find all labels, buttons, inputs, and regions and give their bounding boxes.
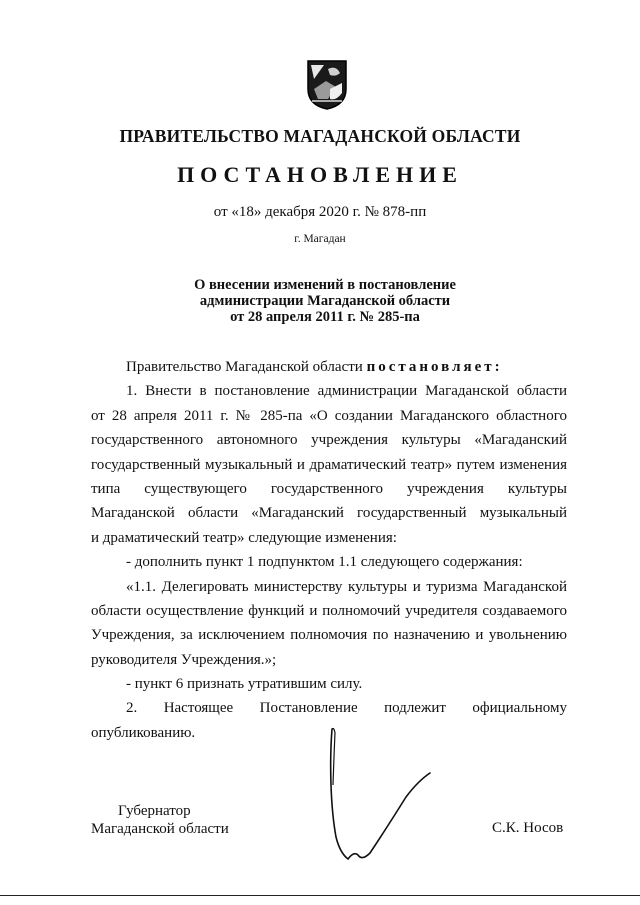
bottom-border	[0, 895, 640, 896]
document-type: ПОСТАНОВЛЕНИЕ	[177, 162, 463, 187]
paragraph-line: типа существующего государственного учреждения культуры	[91, 480, 567, 497]
document-subject	[150, 277, 500, 325]
paragraph-line: 1. Внести в постановление администрации Магаданской области	[126, 383, 567, 400]
document-date-number: от «18» декабря 2020 г. № 878-пп	[213, 204, 427, 220]
coat-of-arms-icon	[306, 59, 348, 111]
paragraph-line: 2. Настоящее Постановление подлежит официальному	[126, 700, 567, 717]
signatory-title-line: Губернатор	[118, 803, 191, 819]
signatory-title-line: Магаданской области	[91, 821, 229, 837]
quote-line: Учреждения, за исключением полномочия по назначению и увольнению	[91, 627, 567, 644]
document-body	[91, 355, 567, 745]
signatory-title	[91, 802, 229, 838]
subject-line: О внесении изменений в постановление	[194, 277, 456, 293]
preamble-verb: постановляет:	[366, 359, 503, 375]
signatory-name: С.К. Носов	[492, 820, 564, 836]
paragraph-line: и драматический театр» следующие изменения:	[91, 529, 397, 546]
subject-line: от 28 апреля 2011 г. № 285-па	[230, 309, 420, 325]
paragraph-line: опубликованию.	[91, 724, 196, 741]
preamble-text: Правительство Магаданской области	[126, 359, 363, 375]
subject-line: администрации Магаданской области	[199, 293, 451, 309]
paragraph-line: государственного автономного учреждения культуры «Магаданский	[91, 432, 567, 449]
document-city: г. Магадан	[294, 233, 346, 245]
list-item: - пункт 6 признать утратившим силу.	[126, 676, 363, 693]
quote-line: «1.1. Делегировать министерству культуры и туризма Магаданской	[126, 578, 567, 595]
organization-name: ПРАВИТЕЛЬСТВО МАГАДАНСКОЙ ОБЛАСТИ	[119, 126, 521, 146]
handwritten-signature	[318, 725, 438, 865]
paragraph-line: государственный музыкальный и драматический театр» путем изменения	[91, 456, 567, 473]
quote-line: руководителя Учреждения.»;	[91, 651, 277, 668]
list-item: - дополнить пункт 1 подпунктом 1.1 следующего содержания:	[126, 554, 523, 571]
preamble	[91, 355, 567, 379]
paragraph-line: от 28 апреля 2011 г. № 285-па «О создании Магаданского областного	[91, 407, 567, 424]
paragraph-line: Магаданской области «Магаданский государственный музыкальный	[91, 505, 567, 522]
quote-line: области осуществление функций и полномочий учредителя создаваемого	[91, 602, 567, 619]
